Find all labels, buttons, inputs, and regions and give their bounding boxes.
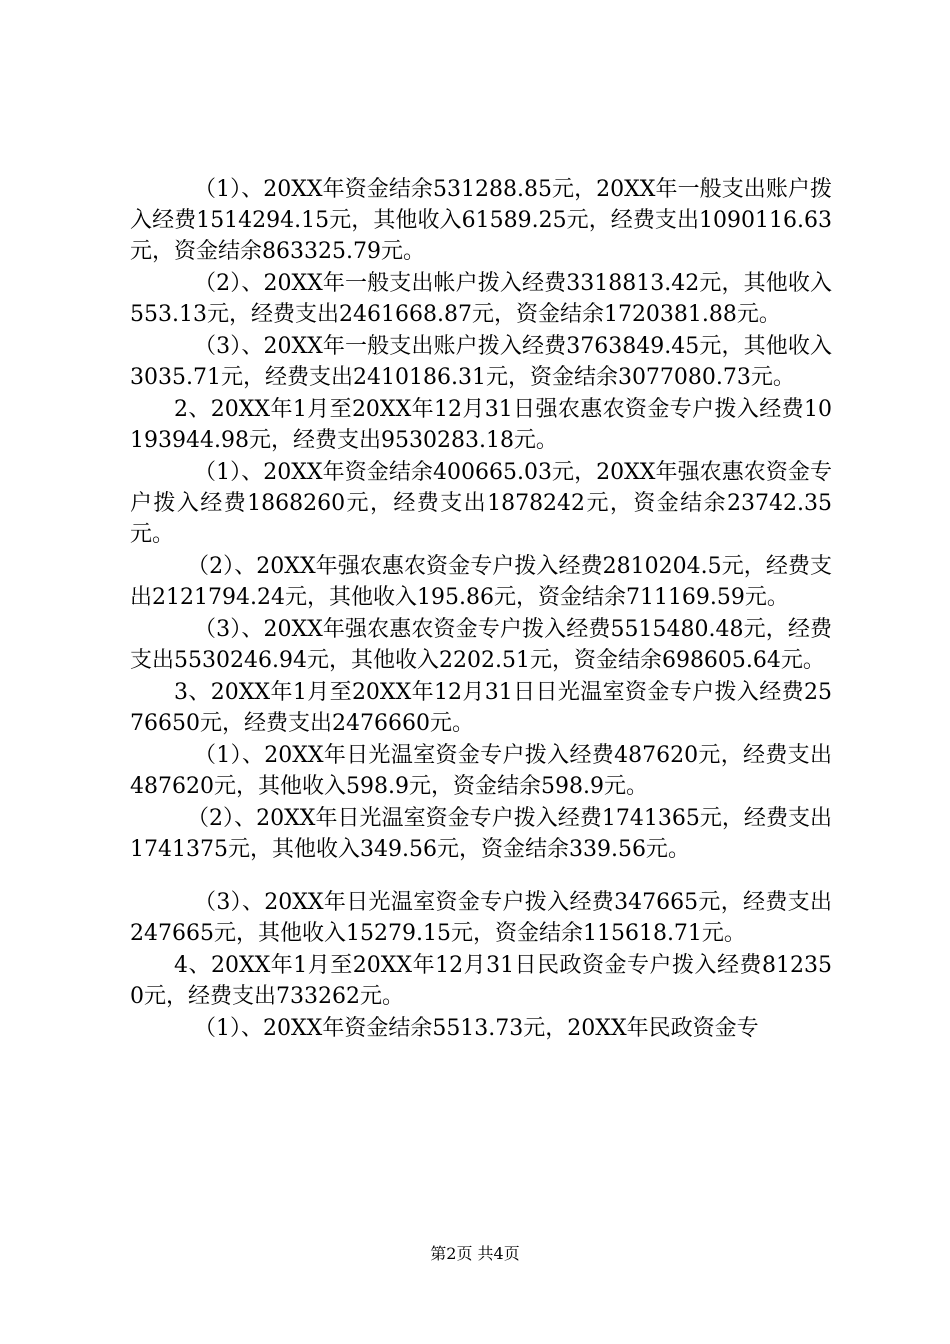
paragraph: （1）、20XX年日光温室资金专户拨入经费487620元，经费支出487620元，其他收入598.9元，资金结余598.9元。 (130, 743, 832, 799)
paragraph: （1）、20XX年资金结余400665.03元，20XX年强农惠农资金专户拨入经费1868260元，经费支出1878242元，资金结余23742.35元。 (130, 460, 832, 547)
paragraph: （3）、20XX年一般支出账户拨入经费3763849.45元，其他收入3035.71元，经费支出2410186.31元，资金结余3077080.73元。 (130, 334, 832, 390)
paragraph: （3）、20XX年强农惠农资金专户拨入经费5515480.48元，经费支出5530246.94元，其他收入2202.51元，资金结余698605.64元。 (130, 617, 832, 673)
paragraph: 3、20XX年1月至20XX年12月31日日光温室资金专户拨入经费2576650元，经费支出2476660元。 (130, 680, 832, 736)
paragraph: （1）、20XX年资金结余531288.85元，20XX年一般支出账户拨入经费1514294.15元，其他收入61589.25元，经费支出1090116.63元，资金结余863325.79元。 (130, 177, 832, 264)
paragraph: （3）、20XX年日光温室资金专户拨入经费347665元，经费支出247665元，其他收入15279.15元，资金结余115618.71元。 (130, 890, 832, 946)
paragraph: （2）、20XX年强农惠农资金专户拨入经费2810204.5元，经费支出2121794.24元，其他收入195.86元，资金结余711169.59元。 (130, 554, 832, 610)
paragraph: 2、20XX年1月至20XX年12月31日强农惠农资金专户拨入经费10193944.98元，经费支出9530283.18元。 (130, 397, 832, 453)
paragraph: （2）、20XX年一般支出帐户拨入经费3318813.42元，其他收入553.13元，经费支出2461668.87元，资金结余1720381.88元。 (130, 271, 832, 327)
paragraph: （2）、20XX年日光温室资金专户拨入经费1741365元，经费支出1741375元，其他收入349.56元，资金结余339.56元。 (130, 806, 832, 862)
paragraph: 4、20XX年1月至20XX年12月31日民政资金专户拨入经费812350元，经费支出733262元。 (130, 953, 832, 1009)
document-body (130, 174, 832, 1045)
page-footer: 第2页 共4页 (430, 1244, 520, 1263)
paragraph: （1）、20XX年资金结余5513.73元，20XX年民政资金专 (194, 1016, 759, 1041)
